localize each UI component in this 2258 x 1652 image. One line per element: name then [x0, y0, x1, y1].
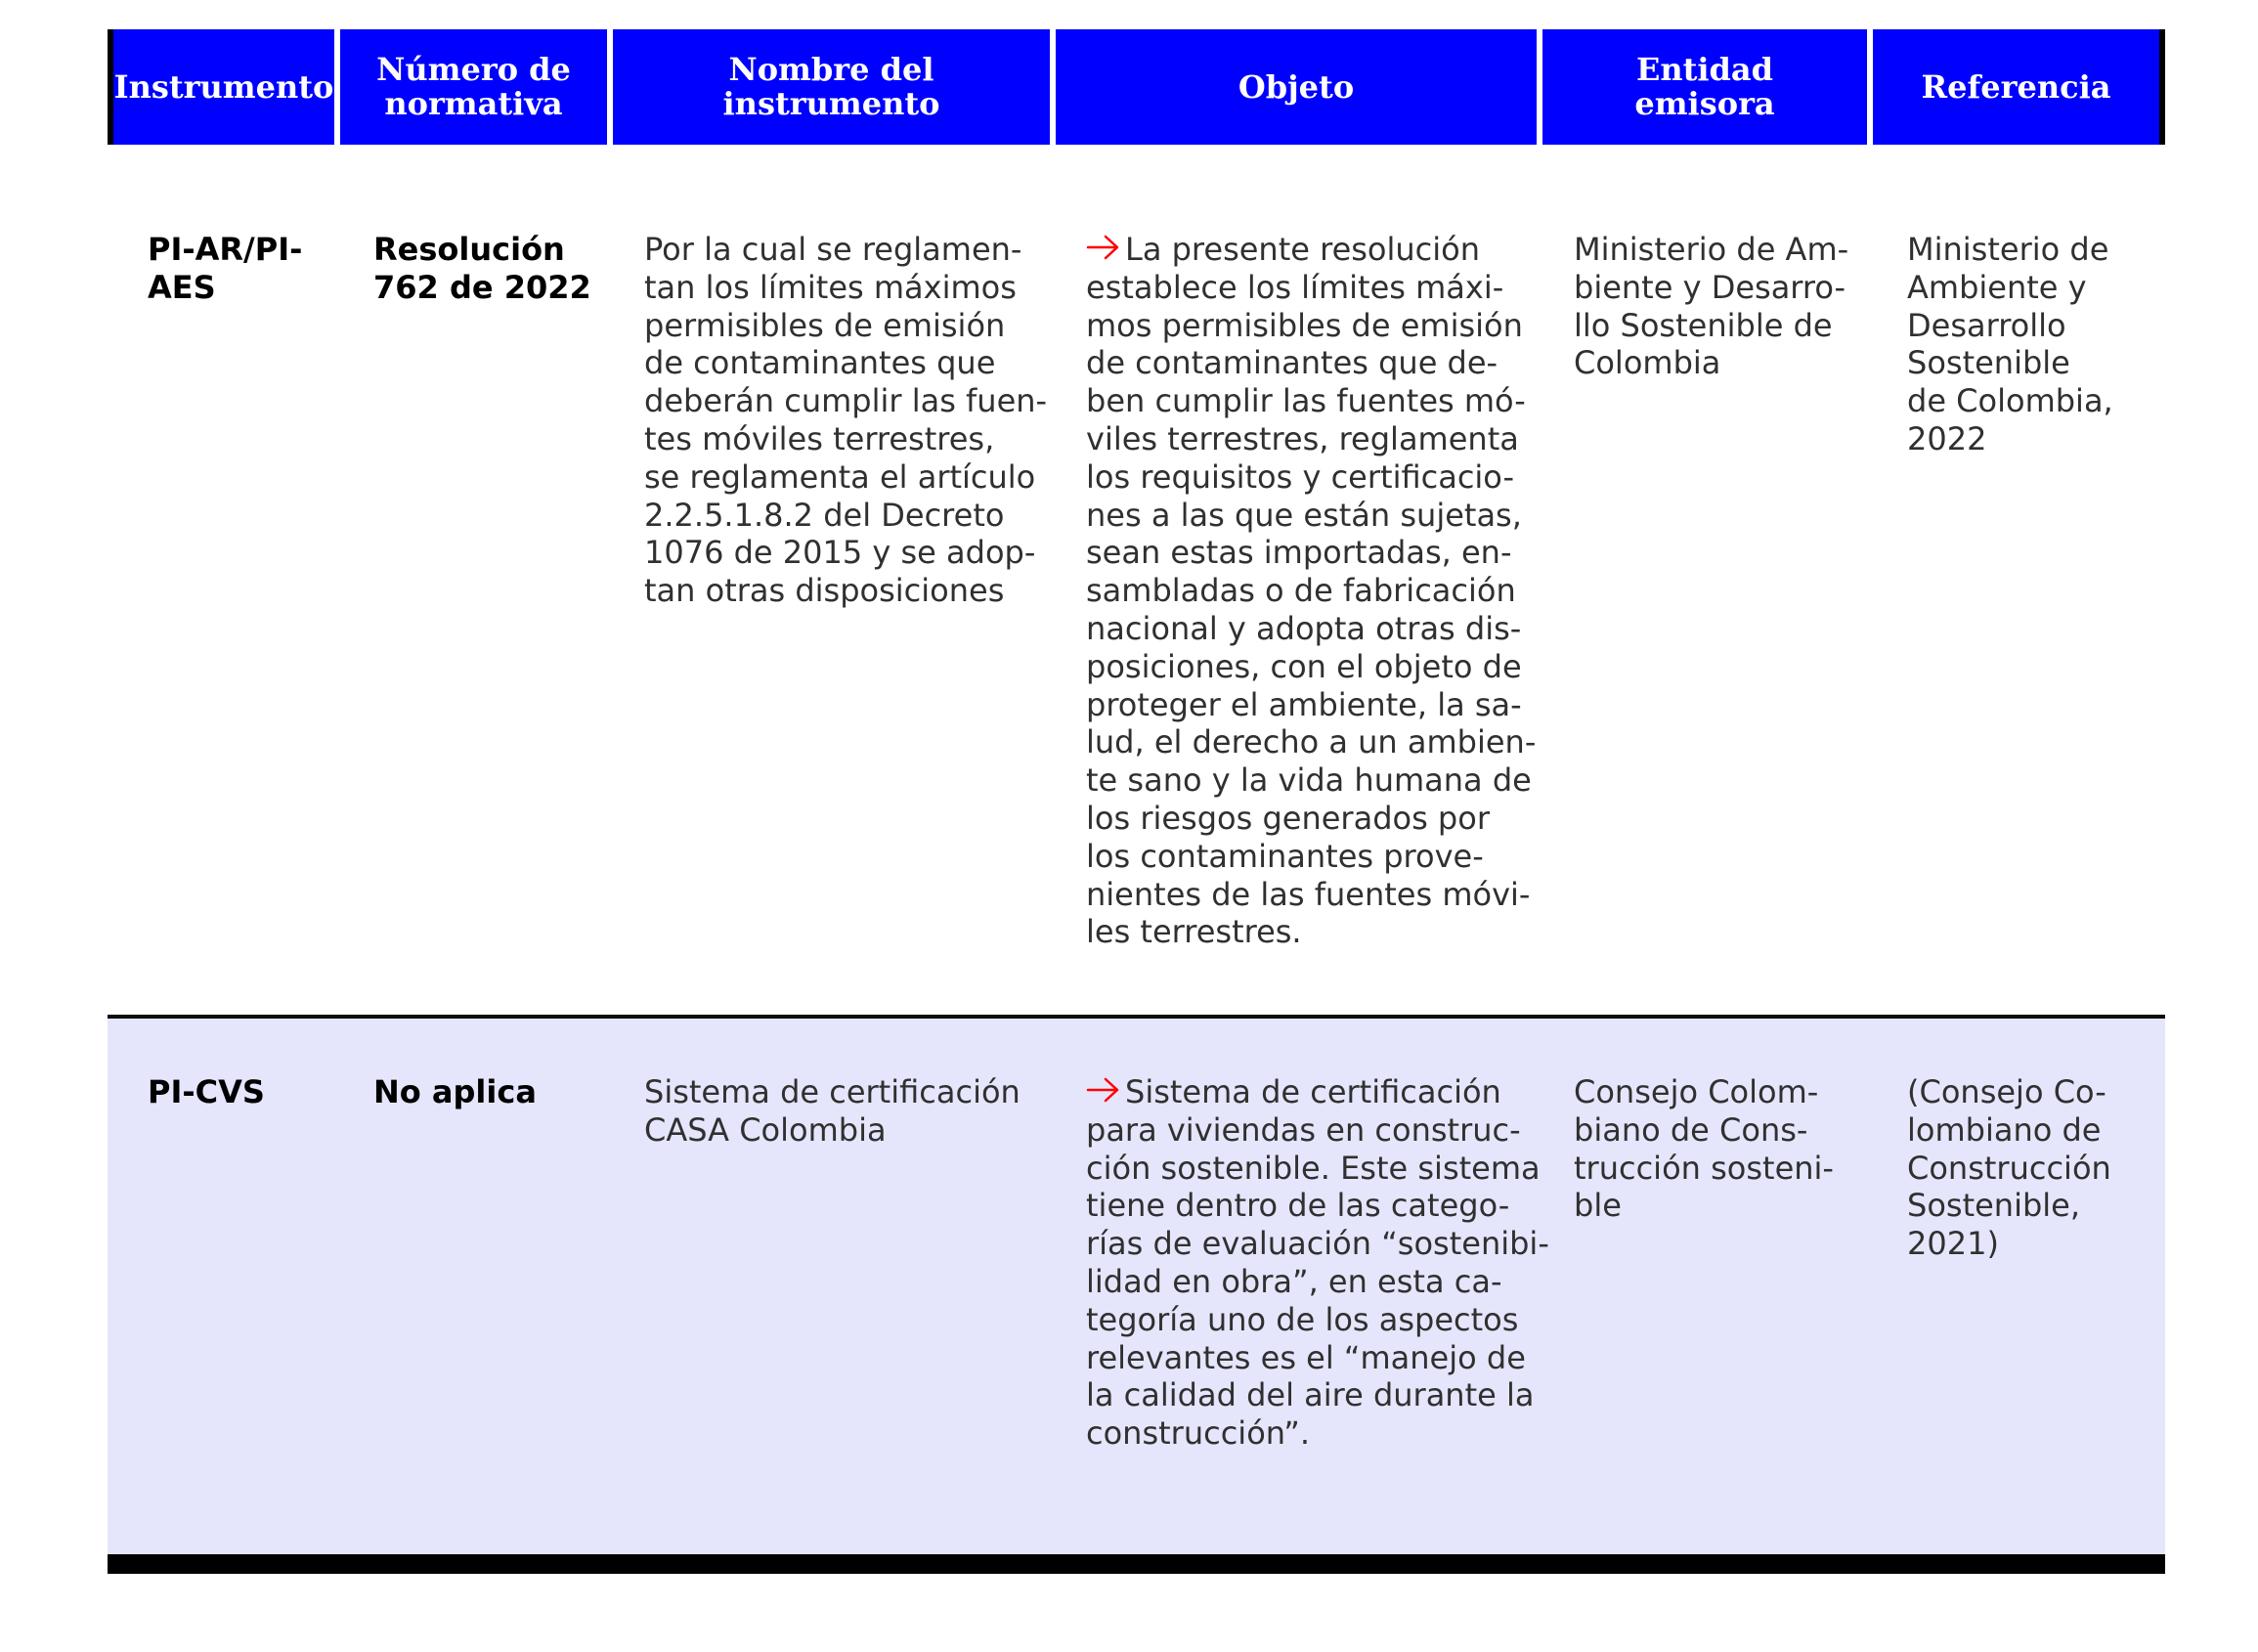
- cell-line: tan otras disposiciones: [644, 572, 1005, 610]
- cell-line: AES: [148, 268, 216, 306]
- header-line: instrumento: [722, 85, 940, 122]
- cell-line: biano de Cons-: [1574, 1110, 1808, 1149]
- cell-line: llo Sostenible de: [1574, 306, 1833, 344]
- cell-line: tan los límites máximos: [644, 268, 1017, 306]
- cell-line: de Colombia,: [1907, 382, 2113, 420]
- cell-referencia: [1867, 1019, 2165, 1554]
- cell-line: lidad en obra”, en esta ca-: [1086, 1262, 1502, 1300]
- header-referencia: [1873, 29, 2165, 145]
- cell-entidad-emisora: [1537, 1019, 1867, 1554]
- cell-line: Ministerio de: [1907, 231, 2109, 268]
- cell-line: Resolución: [373, 231, 565, 268]
- cell-line: establece los límites máxi-: [1086, 268, 1504, 306]
- cell-objeto: [1050, 1019, 1549, 1554]
- header-nombre-instrumento: [613, 29, 1050, 145]
- table-row: [108, 145, 2165, 1015]
- header-numero-normativa: [340, 29, 607, 145]
- cell-line: 2.2.5.1.8.2 del Decreto: [644, 496, 1005, 534]
- cell-line: tiene dentro de las catego-: [1086, 1187, 1510, 1225]
- cell-nombre-instrumento: [607, 145, 1050, 1015]
- cell-instrumento: [108, 1019, 334, 1554]
- arrow-right-icon: [1086, 1075, 1121, 1105]
- header-line: Referencia: [1921, 67, 2111, 106]
- cell-line: viles terrestres, reglamenta: [1086, 419, 1519, 457]
- cell-line: Consejo Colom-: [1574, 1073, 1819, 1110]
- cell-line: rías de evaluación “sostenibi-: [1086, 1225, 1549, 1263]
- cell-line: ción sostenible. Este sistema: [1086, 1149, 1541, 1187]
- cell-line: se reglamenta el artículo: [644, 457, 1036, 496]
- cell-line: nacional y adopta otras dis-: [1086, 609, 1522, 647]
- cell-line: nes a las que están sujetas,: [1086, 496, 1522, 534]
- header-line: Instrumento: [113, 67, 334, 106]
- cell-line: PI-CVS: [148, 1073, 265, 1110]
- cell-line: 2022: [1907, 419, 1987, 457]
- cell-line: biente y Desarro-: [1574, 268, 1846, 306]
- cell-line: te sano y la vida humana de: [1086, 761, 1532, 800]
- cell-line: relevantes es el “manejo de: [1086, 1338, 1526, 1376]
- cell-line: Ministerio de Am-: [1574, 231, 1849, 268]
- cell-line: Sostenible,: [1907, 1187, 2081, 1225]
- cell-line: sean estas importadas, en-: [1086, 534, 1512, 572]
- header-line: emisora: [1634, 85, 1775, 122]
- cell-line: lombiano de: [1907, 1110, 2102, 1149]
- cell-line: nientes de las fuentes móvi-: [1086, 875, 1531, 913]
- objeto-first-line: [1086, 1073, 1503, 1111]
- cell-line: tes móviles terrestres,: [644, 419, 995, 457]
- cell-line: 1076 de 2015 y se adop-: [644, 534, 1036, 572]
- header-line: normativa: [384, 85, 563, 122]
- cell-line: los contaminantes prove-: [1086, 837, 1484, 875]
- cell-line: les terrestres.: [1086, 913, 1302, 951]
- header-line: Objeto: [1238, 67, 1355, 106]
- header-line: Entidad: [1635, 51, 1774, 88]
- cell-line: tegoría uno de los aspectos: [1086, 1300, 1519, 1338]
- cell-line: permisibles de emisión: [644, 306, 1006, 344]
- cell-line: (Consejo Co-: [1907, 1073, 2106, 1110]
- cell-line: de contaminantes que: [644, 344, 996, 382]
- cell-line: 2021): [1907, 1225, 1999, 1263]
- header-instrumento: [108, 29, 334, 145]
- cell-line: los riesgos generados por: [1086, 799, 1490, 837]
- cell-nombre-instrumento: [607, 1019, 1050, 1554]
- cell-referencia: [1867, 145, 2165, 1015]
- objeto-first-line: [1086, 231, 1503, 269]
- table-row: [108, 1015, 2165, 1574]
- cell-line: Por la cual se reglamen-: [644, 231, 1022, 268]
- cell-line: sambladas o de fabricación: [1086, 572, 1516, 610]
- cell-line: para viviendas en construc-: [1086, 1110, 1521, 1149]
- cell-line: lud, el derecho a un ambien-: [1086, 723, 1537, 761]
- header-line: Nombre del: [728, 51, 934, 88]
- cell-numero-normativa: [334, 145, 607, 1015]
- header-objeto: [1056, 29, 1537, 145]
- table-header-row: [108, 29, 2165, 145]
- cell-line: proteger el ambiente, la sa-: [1086, 685, 1522, 723]
- cell-line: los requisitos y certificacio-: [1086, 457, 1515, 496]
- cell-line: Ambiente y: [1907, 268, 2087, 306]
- cell-line: posiciones, con el objeto de: [1086, 647, 1522, 685]
- cell-line: Colombia: [1574, 344, 1721, 382]
- cell-line: Sistema de certificación: [644, 1073, 1020, 1110]
- cell-line: La presente resolución: [1125, 231, 1481, 268]
- cell-line: PI-AR/PI-: [148, 231, 303, 268]
- cell-line: Construcción: [1907, 1149, 2111, 1187]
- cell-line: CASA Colombia: [644, 1110, 887, 1149]
- header-entidad-emisora: [1542, 29, 1867, 145]
- cell-line: trucción sosteni-: [1574, 1149, 1834, 1187]
- cell-line: la calidad del aire durante la: [1086, 1376, 1535, 1414]
- cell-instrumento: [108, 145, 334, 1015]
- cell-line: No aplica: [373, 1073, 537, 1110]
- cell-line: ben cumplir las fuentes mó-: [1086, 382, 1526, 420]
- cell-line: de contaminantes que de-: [1086, 344, 1498, 382]
- cell-line: Sistema de certificación: [1125, 1073, 1501, 1110]
- cell-line: ble: [1574, 1187, 1622, 1225]
- cell-line: 762 de 2022: [373, 268, 591, 306]
- cell-line: deberán cumplir las fuen-: [644, 382, 1048, 420]
- cell-line: Desarrollo: [1907, 306, 2066, 344]
- cell-entidad-emisora: [1537, 145, 1867, 1015]
- header-line: Número de: [376, 51, 571, 88]
- cell-line: construcción”.: [1086, 1414, 1311, 1453]
- cell-numero-normativa: [334, 1019, 607, 1554]
- cell-line: mos permisibles de emisión: [1086, 306, 1523, 344]
- cell-objeto: [1050, 145, 1537, 1015]
- arrow-right-icon: [1086, 233, 1121, 262]
- regulations-table: [108, 29, 2165, 1574]
- cell-line: Sostenible: [1907, 344, 2070, 382]
